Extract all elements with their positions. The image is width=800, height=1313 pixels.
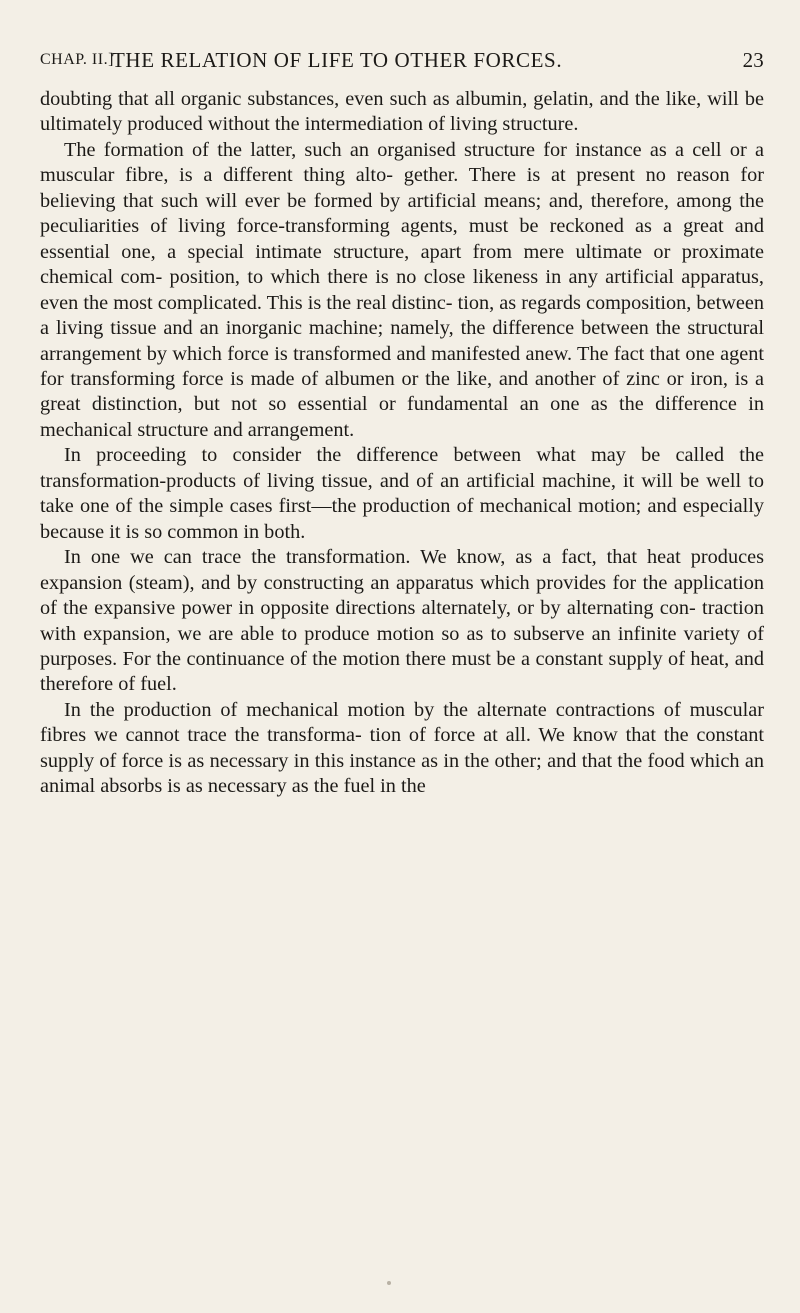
paragraph: The formation of the latter, such an organised structure for instance as a cell or a muscular fibre, is a different thing alto- gether. There is at present no reason for believing that such will ever be formed by artificial means; and, therefore, among the peculiarities of living force-transforming agents, must be reckoned as a great and essential one, a special intimate structure, apart from mere ultimate or proximate chemical com- position, to which there is no close likeness in any artificial apparatus, even the most complicated. This is the real distinc- tion, as regards composition, between a living tissue and an inorganic machine; namely, the difference between the structural arrangement by which force is transformed and manifested anew. The fact that one agent for transforming force is made of albumen or the like, and another of zinc or iron, is a great distinction, but not so essential or fundamental an one as the difference in mechanical structure and arrangement. [40, 138, 764, 441]
chapter-title: THE RELATION OF LIFE TO OTHER FORCES. [112, 48, 563, 72]
paragraph: In proceeding to consider the difference between what may be called the transformation-products of living tissue, and of an artificial machine, it will be well to take one of the simple cases first—the production of mechanical motion; and especially because it is so common in both. [40, 444, 764, 543]
paper-speck [387, 1281, 391, 1285]
paragraph: In one we can trace the transformation. We know, as a fact, that heat produces expansion (steam), and by constructing an apparatus which provides for the application of the expansive power in opposite directions alternately, or by alternating con- traction with expansion, we are able to produce motion so as to subserve an infinite variety of purposes. For the continuance of the motion there must be a constant supply of heat, and therefore of fuel. [40, 546, 764, 696]
chapter-reference: CHAP. II.] [40, 51, 114, 68]
paragraph-continued: doubting that all organic substances, even such as albumin, gelatin, and the like, will be ultimately produced without the intermediation of living structure. [40, 88, 764, 136]
page-number: 23 [742, 48, 764, 72]
paragraph: In the production of mechanical motion by the alternate contractions of muscular fibres we cannot trace the transforma- tion of force at all. We know that the constant supply of force is as necessary in this instance as in the other; and that the food which an animal absorbs is as necessary as the fuel in the [40, 698, 764, 798]
body-text [40, 87, 764, 800]
running-head [40, 48, 764, 76]
